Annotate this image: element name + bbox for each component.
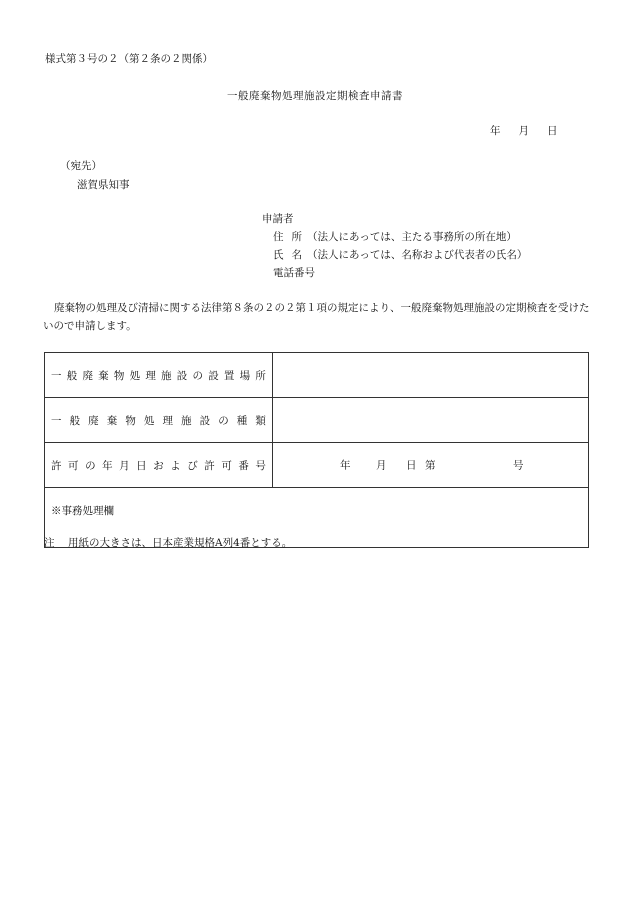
table-row-permit [45, 443, 589, 488]
label-char: 物 [113, 369, 125, 382]
label-char: の [85, 459, 96, 472]
label-char: 施 [181, 414, 192, 427]
label-char: 一 [51, 414, 62, 427]
permit-day-label: 日 [406, 459, 417, 472]
label-char: 場 [239, 369, 251, 382]
facility-type-input-cell[interactable] [273, 398, 589, 443]
footnote [44, 537, 292, 550]
location-label [51, 368, 266, 383]
application-date [490, 125, 558, 138]
label-char: 廃 [88, 414, 99, 427]
label-char: 施 [161, 369, 172, 382]
applicant-address-note: （法人にあっては、主たる事務所の所在地） [307, 231, 517, 243]
label-char: 類 [255, 414, 266, 427]
label-char: 理 [145, 369, 156, 382]
label-char: 物 [125, 414, 136, 427]
label-char: 日 [136, 459, 147, 472]
table-row-facility-type [45, 398, 589, 443]
label-char: 号 [255, 459, 266, 472]
label-char: 番 [238, 459, 249, 472]
footnote-key: 注 [44, 537, 55, 549]
date-month-label: 月 [518, 125, 529, 137]
applicant-phone-field[interactable] [273, 267, 315, 280]
label-char: び [187, 459, 198, 472]
label-char: 廃 [82, 369, 93, 382]
label-char: の [218, 414, 229, 427]
label-char: 所 [255, 369, 266, 382]
facility-type-label [51, 413, 266, 428]
permit-label [51, 458, 266, 473]
addressee-name: 滋賀県知事 [77, 179, 130, 191]
permit-label-cell [45, 443, 273, 488]
applicant-name-field[interactable] [273, 249, 527, 262]
applicant-phone-label: 電話番号 [273, 267, 315, 279]
addressee-label: （宛先） [60, 160, 102, 172]
label-char: の [192, 369, 203, 382]
applicant-name-note: （法人にあっては、名称および代表者の氏名） [307, 249, 528, 261]
label-char: 置 [223, 369, 235, 382]
label-char: 処 [129, 369, 141, 382]
date-year-label: 年 [490, 125, 501, 137]
label-char: 一 [51, 369, 62, 382]
label-char: 許 [204, 459, 215, 472]
applicant-label: 申請者 [262, 213, 294, 225]
permit-number-prefix: 第 [425, 459, 436, 472]
label-char: 許 [51, 459, 62, 472]
application-statement: 廃棄物の処理及び清掃に関する法律第８条の２の２第１項の規定により、一般廃棄物処理施設の定期検査を受けたいので申請します。 [43, 302, 590, 332]
label-char: 般 [66, 369, 78, 382]
date-day-label: 日 [547, 125, 558, 137]
label-char: 設 [208, 369, 219, 382]
form-number: 様式第３号の２（第２条の２関係） [45, 53, 213, 65]
label-char: お [153, 459, 164, 472]
label-char: 処 [143, 414, 155, 427]
footnote-text: 用紙の大きさは、日本産業規格A列4番とする。 [68, 537, 293, 549]
label-char: 種 [236, 414, 248, 427]
permit-year-label: 年 [340, 459, 351, 472]
location-input-cell[interactable] [273, 353, 589, 398]
location-label-cell [45, 353, 273, 398]
permit-month-label: 月 [376, 459, 387, 472]
permit-number-suffix: 号 [513, 459, 524, 472]
applicant-name-key: 氏名 [273, 249, 310, 261]
application-table [44, 352, 589, 548]
label-char: 棄 [98, 369, 109, 382]
label-char: 理 [162, 414, 173, 427]
label-char: 月 [119, 459, 130, 472]
applicant-address-field[interactable] [273, 231, 517, 244]
label-char: 棄 [106, 414, 118, 427]
applicant-address-key: 住所 [273, 231, 310, 243]
document-title: 一般廃棄物処理施設定期検査申請書 [227, 90, 403, 102]
label-char: 可 [221, 459, 232, 472]
office-memo-label: ※事務処理欄 [51, 505, 114, 517]
label-char: 可 [68, 459, 79, 472]
facility-type-label-cell [45, 398, 273, 443]
permit-input-cell[interactable] [273, 443, 589, 488]
label-char: 年 [102, 459, 113, 472]
label-char: 設 [199, 414, 211, 427]
label-char: 設 [176, 369, 188, 382]
label-char: よ [170, 459, 181, 472]
table-row-location [45, 353, 589, 398]
label-char: 般 [69, 414, 81, 427]
